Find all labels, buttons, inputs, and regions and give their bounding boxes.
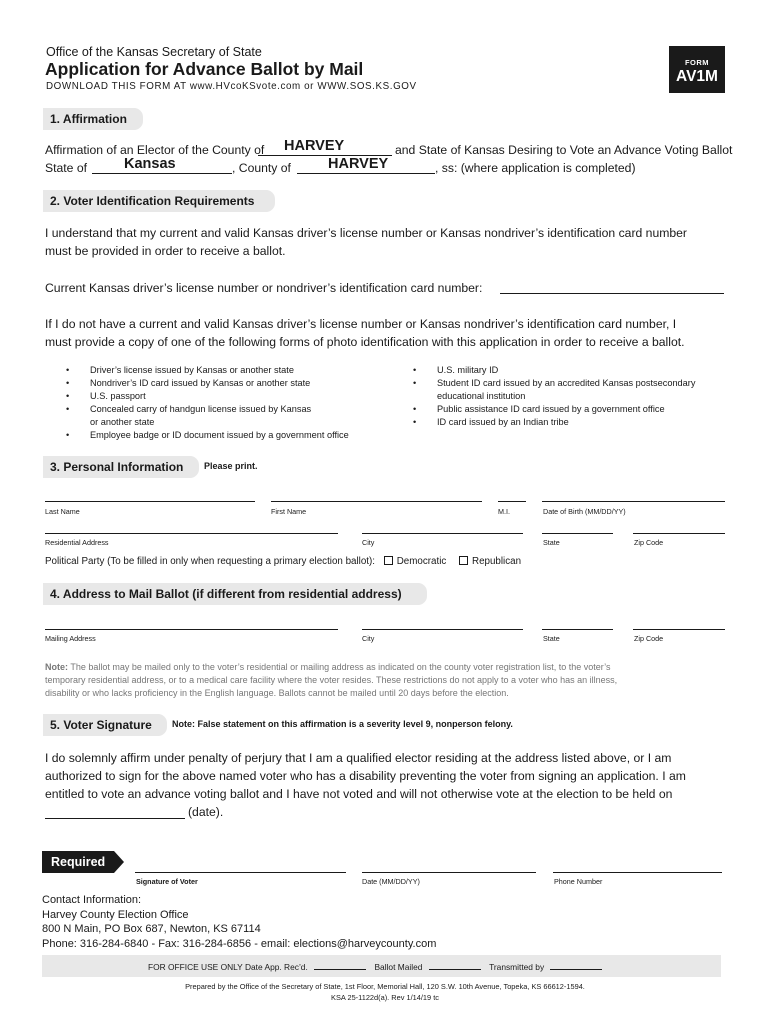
- mi-field[interactable]: [498, 494, 526, 502]
- list-item: • Student ID card issued by an accredited Kansas postsecondary: [413, 378, 696, 388]
- oath-line-2: authorized to sign for the above named voter who has a disability preventing the voter from signing an application. I am: [45, 769, 686, 783]
- photo-id-paragraph-line-2: must provide a copy of one of the following forms of photo identification with this application in order to receive a ballot.: [45, 335, 685, 349]
- state-of-label: State of: [45, 161, 88, 175]
- office-use-label: FOR OFFICE USE ONLY Date App. Rec’d.: [148, 962, 308, 972]
- section-4-heading: 4. Address to Mail Ballot (if different from residential address): [43, 583, 427, 605]
- affirmation-state-text: and State of Kansas Desiring to Vote an Advance Voting Ballot: [395, 143, 733, 157]
- contact-office: Harvey County Election Office: [42, 908, 189, 921]
- id-list-left: [66, 364, 349, 442]
- office-use-row: [148, 962, 606, 972]
- oath-line-1: I do solemnly affirm under penalty of perjury that I am a qualified elector residing at the address listed above, or I am: [45, 751, 672, 765]
- list-item-continued: or another state: [90, 417, 155, 427]
- affirmation-county-label: Affirmation of an Elector of the County of: [45, 143, 265, 157]
- mailing-zip-field[interactable]: [633, 622, 725, 630]
- ss-text: , ss: (where application is completed): [435, 161, 636, 175]
- zip-label: Zip Code: [634, 538, 664, 547]
- state-field[interactable]: [542, 526, 613, 534]
- signature-date-field[interactable]: [362, 865, 536, 873]
- signature-label: Signature of Voter: [136, 877, 198, 886]
- county-of-label: , County of: [232, 161, 291, 175]
- last-name-field[interactable]: [45, 494, 255, 502]
- form-title: Application for Advance Ballot by Mail: [45, 59, 364, 79]
- transmitted-by-field[interactable]: [550, 969, 602, 970]
- form-code: AV1M: [676, 68, 718, 85]
- city-field[interactable]: [362, 526, 523, 534]
- signature-field[interactable]: [135, 865, 346, 873]
- contact-block: [42, 893, 436, 951]
- zip-field[interactable]: [633, 526, 725, 534]
- note-line-3: disability or who lacks proficiency in the English language. Ballots cannot be mailed until 20 days before the election.: [45, 688, 509, 698]
- contact-phone-email: Phone: 316-284-6840 - Fax: 316-284-6856 - email: elections@harveycounty.com: [42, 937, 437, 950]
- section-5-heading: 5. Voter Signature: [43, 714, 167, 736]
- mailing-address-label: Mailing Address: [45, 634, 96, 643]
- list-item-continued: educational institution: [437, 391, 526, 401]
- note-label: Note:: [45, 662, 68, 672]
- republican-label: Republican: [472, 556, 522, 567]
- list-item: • Employee badge or ID document issued by a government office: [66, 430, 349, 440]
- list-item: • Public assistance ID card issued by a government office: [413, 404, 665, 414]
- license-number-label: Current Kansas driver’s license number or nondriver’s identification card number:: [45, 281, 483, 295]
- form-label: FORM: [684, 58, 710, 67]
- oath-line-3: entitled to vote an advance voting ballot and I have not voted and will not otherwise vote at the election to be held on: [45, 787, 673, 801]
- political-party-label: Political Party (To be filled in only when requesting a primary election ballot):: [45, 556, 375, 567]
- note-line-2: temporary residential address, or to a medical care facility where the voter resides. These restrictions do not apply to a voter who has an illness,: [45, 675, 618, 685]
- mailing-state-field[interactable]: [542, 622, 613, 630]
- transmitted-by-label: Transmitted by: [489, 962, 545, 972]
- mailing-note: [45, 661, 617, 700]
- list-item: • Driver’s license issued by Kansas or another state: [66, 365, 294, 375]
- mailing-city-label: City: [362, 634, 375, 643]
- section-1-heading: 1. Affirmation: [43, 108, 143, 130]
- first-name-field[interactable]: [271, 494, 482, 502]
- last-name-label: Last Name: [45, 507, 80, 516]
- state-label: State: [543, 538, 560, 547]
- mailing-state-label: State: [543, 634, 560, 643]
- contact-address: 800 N Main, PO Box 687, Newton, KS 67114: [42, 923, 261, 935]
- democratic-checkbox[interactable]: [384, 556, 393, 565]
- list-item: • U.S. military ID: [413, 365, 499, 375]
- city-label: City: [362, 538, 375, 547]
- phone-label: Phone Number: [554, 877, 603, 886]
- election-date-field[interactable]: [45, 803, 185, 819]
- footer-prepared: Prepared by the Office of the Secretary of State, 1st Floor, Memorial Hall, 120 S.W. 10th Avenue, Topeka, KS 66612-1594.: [185, 982, 585, 991]
- date-suffix: (date).: [188, 805, 224, 819]
- contact-heading: Contact Information:: [42, 894, 142, 906]
- felony-note: Note: False statement on this affirmation is a severity level 9, nonperson felony.: [172, 719, 513, 729]
- id-list-right: [413, 364, 695, 429]
- phone-field[interactable]: [553, 865, 722, 873]
- first-name-label: First Name: [271, 507, 307, 516]
- democratic-label: Democratic: [396, 556, 447, 567]
- dob-field[interactable]: [542, 494, 725, 502]
- republican-checkbox[interactable]: [459, 556, 468, 565]
- id-paragraph-line-1: I understand that my current and valid Kansas driver’s license number or Kansas nondriver’s identification card number: [45, 226, 687, 240]
- list-item: • ID card issued by an Indian tribe: [413, 417, 569, 427]
- list-item: • U.S. passport: [66, 391, 146, 401]
- list-item: • Concealed carry of handgun license issued by Kansas: [66, 404, 312, 414]
- office-name: Office of the Kansas Secretary of State: [46, 45, 262, 59]
- state-value: Kansas: [124, 156, 176, 172]
- download-note: DOWNLOAD THIS FORM AT www.HVcoKSvote.com or WWW.SOS.KS.GOV: [46, 81, 417, 92]
- county-value: HARVEY: [284, 138, 345, 154]
- section-3-heading: 3. Personal Information: [43, 456, 199, 478]
- dob-label: Date of Birth (MM/DD/YY): [543, 507, 626, 516]
- county2-value: HARVEY: [328, 156, 389, 172]
- footer-ksa: KSA 25-1122d(a). Rev 1/14/19 tc: [331, 993, 439, 1002]
- id-paragraph-line-2: must be provided in order to receive a ballot.: [45, 244, 286, 258]
- mailing-address-field[interactable]: [45, 622, 338, 630]
- signature-date-label: Date (MM/DD/YY): [362, 877, 420, 886]
- license-number-field[interactable]: [500, 278, 724, 294]
- residential-address-field[interactable]: [45, 526, 338, 534]
- mailing-zip-label: Zip Code: [634, 634, 664, 643]
- section-2-heading: 2. Voter Identification Requirements: [43, 190, 275, 212]
- mi-label: M.I.: [498, 507, 510, 516]
- photo-id-paragraph-line-1: If I do not have a current and valid Kansas driver’s license number or Kansas nondriver’s identification card number, I: [45, 317, 677, 331]
- list-item: • Nondriver’s ID card issued by Kansas or another state: [66, 378, 311, 388]
- required-flag: Required: [42, 851, 114, 873]
- please-print: Please print.: [204, 461, 258, 471]
- residential-address-label: Residential Address: [45, 538, 109, 547]
- political-party-row: [45, 556, 521, 567]
- form-code-box: [669, 46, 725, 93]
- ballot-mailed-field[interactable]: [429, 969, 481, 970]
- date-received-field[interactable]: [314, 969, 366, 970]
- mailing-city-field[interactable]: [362, 622, 523, 630]
- ballot-mailed-label: Ballot Mailed: [374, 962, 423, 972]
- note-line-1: The ballot may be mailed only to the voter’s residential or mailing address as indicated on the county voter registration list, to the voter’s: [70, 662, 611, 672]
